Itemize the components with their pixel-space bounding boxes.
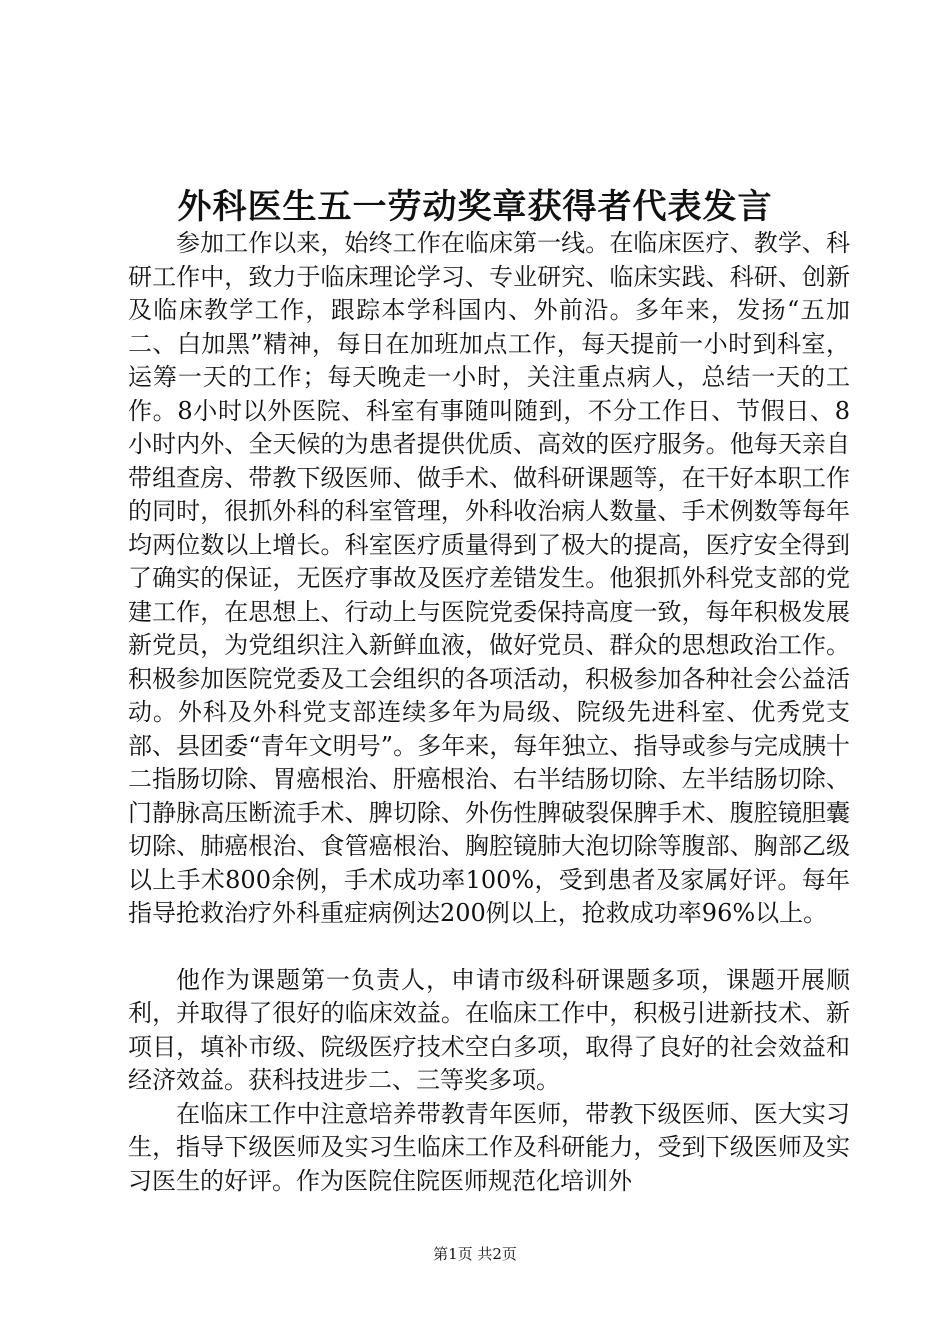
document-body xyxy=(128,227,850,1198)
paragraph-1: 参加工作以来，始终工作在临床第一线。在临床医疗、教学、科研工作中，致力于临床理论学习、专业研究、临床实践、科研、创新及临床教学工作，跟踪本学科国内、外前沿。多年来，发扬“五加二、白加黑”精神，每日在加班加点工作，每天提前一小时到科室，运筹一天的工作；每天晚走一小时，关注重点病人，总结一天的工作。8小时以外医院、科室有事随叫随到，不分工作日、节假日、8小时内外、全天候的为患者提供优质、高效的医疗服务。他每天亲自带组查房、带教下级医师、做手术、做科研课题等，在干好本职工作的同时，很抓外科的科室管理，外科收治病人数量、手术例数等每年均两位数以上增长。科室医疗质量得到了极大的提高，医疗安全得到了确实的保证，无医疗事故及医疗差错发生。他狠抓外科党支部的党建工作，在思想上、行动上与医院党委保持高度一致，每年积极发展新党员，为党组织注入新鲜血液，做好党员、群众的思想政治工作。积极参加医院党委及工会组织的各项活动，积极参加各种社会公益活动。外科及外科党支部连续多年为局级、院级先进科室、优秀党支部、县团委“青年文明号”。多年来，每年独立、指导或参与完成胰十二指肠切除、胃癌根治、肝癌根治、右半结肠切除、左半结肠切除、门静脉高压断流手术、脾切除、外伤性脾破裂保脾手术、腹腔镜胆囊切除、肺癌根治、食管癌根治、胸腔镜肺大泡切除等腹部、胸部乙级以上手术800余例，手术成功率100%，受到患者及家属好评。每年指导抢救治疗外科重症病例达200例以上，抢救成功率96%以上。 xyxy=(128,229,850,927)
paragraph-2: 他作为课题第一负责人，申请市级科研课题多项，课题开展顺利，并取得了很好的临床效益。在临床工作中，积极引进新技术、新项目，填补市级、院级医疗技术空白多项，取得了良好的社会效益和经济效益。获科技进步二、三等奖多项。 xyxy=(128,965,850,1094)
document-title: 外科医生五一劳动奖章获得者代表发言 xyxy=(177,187,773,227)
paragraph-3: 在临床工作中注意培养带教青年医师，带教下级医师、医大实习生，指导下级医师及实习生临床工作及科研能力，受到下级医师及实习医生的好评。作为医院住院医师规范化培训外 xyxy=(128,1099,850,1195)
page-footer: 第1页 共2页 xyxy=(433,1245,517,1263)
